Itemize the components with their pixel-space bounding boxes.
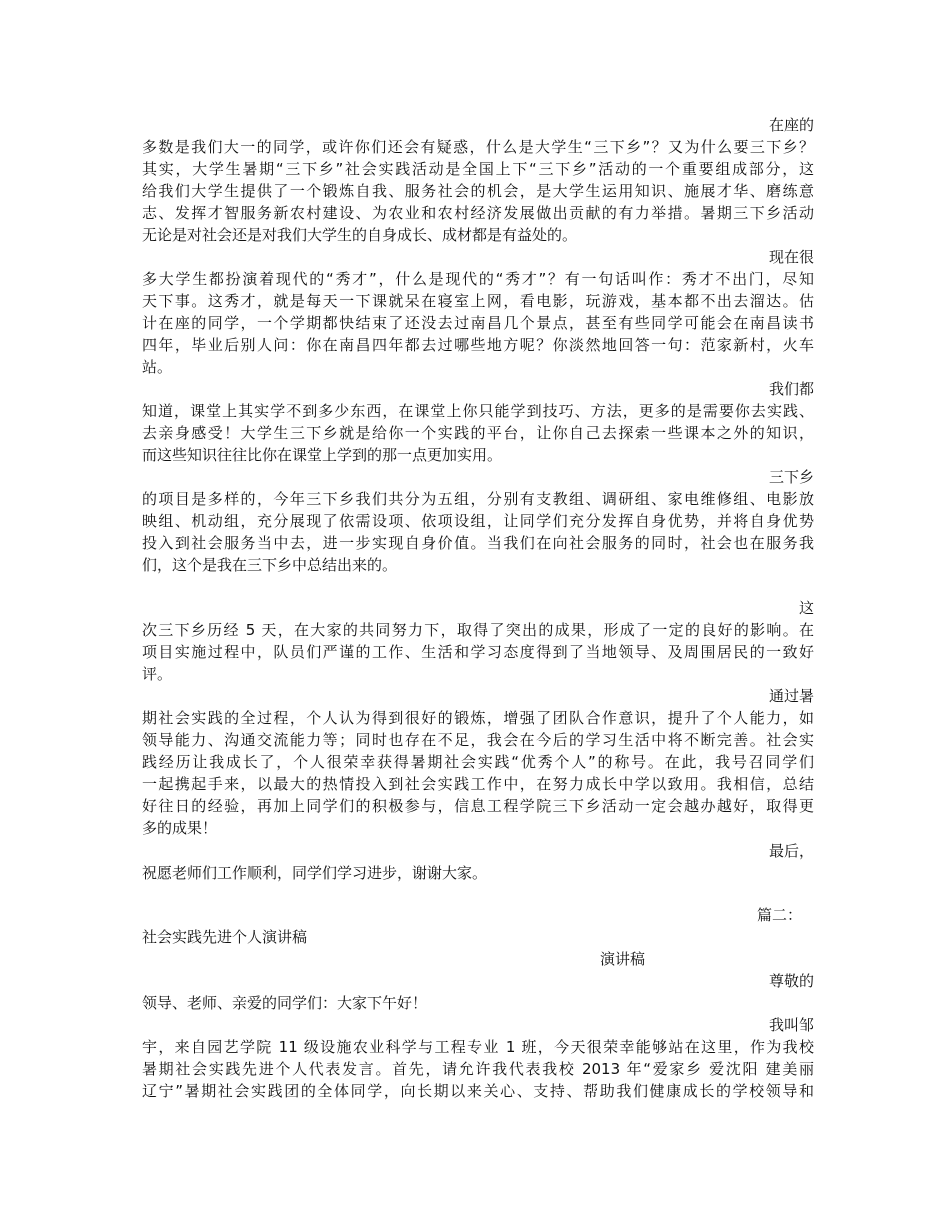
text-line: 现在很 (768, 248, 814, 266)
text-line: 给我们大学生提供了一个锻炼自我、服务社会的机会，是大学生运用知识、施展才华、磨练意 (142, 182, 814, 200)
text-line: 而这些知识往往比你在课堂上学到的那一点更加实用。 (142, 446, 503, 464)
text-line: 祝愿老师们工作顺利，同学们学习进步，谢谢大家。 (142, 864, 488, 882)
text-line: 计在座的同学，一个学期都快结束了还没去过南昌几个景点，甚至有些同学可能会在南昌读书 (142, 314, 814, 332)
text-line: 这 (798, 599, 814, 617)
text-line: 我们都 (768, 380, 814, 398)
text-line: 领导能力、沟通交流能力等；同时也存在不足，我会在今后的学习生活中将不断完善。社会实 (142, 731, 814, 749)
text-line: 其实，大学生暑期“三下乡”社会实践活动是全国上下“三下乡”活动的一个重要组成部分，这 (142, 160, 814, 178)
text-line: 们，这个是我在三下乡中总结出来的。 (142, 556, 398, 574)
text-line: 天下事。这秀才，就是每天一下课就呆在寝室上网，看电影，玩游戏，基本都不出去溜达。估 (142, 292, 814, 310)
text-line: 评。 (142, 665, 173, 683)
text-line: 多的成果！ (142, 819, 218, 837)
text-line: 辽宁”暑期社会实践团的全体同学，向长期以来关心、支持、帮助我们健康成长的学校领导和 (142, 1082, 814, 1100)
text-line: 多数是我们大一的同学，或许你们还会有疑惑，什么是大学生“三下乡”？又为什么要三下乡？ (142, 138, 814, 156)
text-line: 通过暑 (768, 687, 814, 705)
text-line: 多大学生都扮演着现代的“秀才”，什么是现代的“秀才”？有一句话叫作：秀才不出门，尽知 (142, 270, 814, 288)
text-line: 尊敬的 (768, 972, 814, 990)
text-line: 投入到社会服务当中去，进一步实现自身价值。当我们在向社会服务的同时，社会也在服务我 (142, 534, 814, 552)
text-line: 社会实践先进个人演讲稿 (142, 928, 308, 946)
text-line: 我叫邹 (768, 1016, 814, 1034)
text-line: 演讲稿 (600, 950, 646, 968)
text-line: 知道，课堂上其实学不到多少东西，在课堂上你只能学到技巧、方法，更多的是需要你去实践、 (142, 402, 814, 420)
text-line: 站。 (142, 358, 173, 376)
text-line: 去亲身感受！大学生三下乡就是给你一个实践的平台，让你自己去探索一些课本之外的知识， (142, 424, 814, 442)
text-line: 项目实施过程中，队员们严谨的工作、生活和学习态度得到了当地领导、及周围居民的一致好 (142, 643, 814, 661)
text-line: 暑期社会实践先进个人代表发言。首先，请允许我代表我校 2013 年“爱家乡 爱沈阳 建美丽 (142, 1060, 814, 1078)
text-line: 好往日的经验，再加上同学们的积极参与，信息工程学院三下乡活动一定会越办越好，取得更 (142, 797, 814, 815)
text-line: 践经历让我成长了，个人很荣幸获得暑期社会实践“优秀个人”的称号。在此，我号召同学们 (142, 753, 814, 771)
text-line: 四年，毕业后别人问：你在南昌四年都去过哪些地方呢？你淡然地回答一句：范家新村，火车 (142, 336, 814, 354)
text-line: 次三下乡历经 5 天，在大家的共同努力下，取得了突出的成果，形成了一定的良好的影响。在 (142, 621, 814, 639)
text-line: 期社会实践的全过程，个人认为得到很好的锻炼，增强了团队合作意识，提升了个人能力，如 (142, 709, 814, 727)
text-line: 无论是对社会还是对我们大学生的自身成长、成材都是有益处的。 (142, 226, 578, 244)
text-line: 最后， (768, 842, 814, 860)
text-line: 三下乡 (768, 468, 814, 486)
text-line: 映组、机动组，充分展现了依需设项、依项设组，让同学们充分发挥自身优势，并将自身优势 (142, 512, 814, 530)
text-line: 的项目是多样的，今年三下乡我们共分为五组，分别有支教组、调研组、家电维修组、电影放 (142, 490, 814, 508)
text-line: 一起携起手来，以最大的热情投入到社会实践工作中，在努力成长中学以致用。我相信，总结 (142, 775, 814, 793)
text-line: 宇，来自园艺学院 11 级设施农业科学与工程专业 1 班，今天很荣幸能够站在这里，作为我校 (142, 1038, 814, 1056)
text-line: 篇二： (757, 906, 803, 924)
text-line: 在座的 (768, 116, 814, 134)
text-line: 志、发挥才智服务新农村建设、为农业和农村经济发展做出贡献的有力举措。暑期三下乡活动 (142, 204, 814, 222)
text-line: 领导、老师、亲爱的同学们：大家下午好！ (142, 994, 428, 1012)
